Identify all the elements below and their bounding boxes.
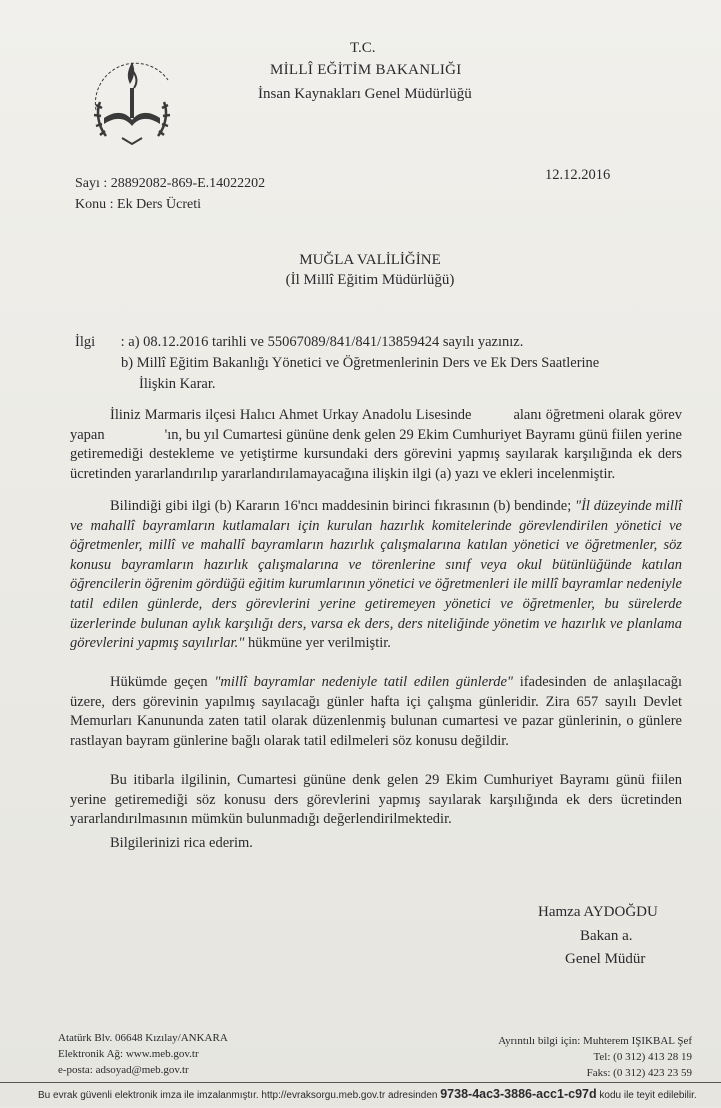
meb-emblem-icon (82, 40, 182, 150)
p1-part-a: İliniz Marmaris ilçesi Halıcı Ahmet Urkay Anadolu Lisesinde (110, 407, 472, 423)
p1-part-b: alanı öğretmeni olarak görev yapan (70, 407, 682, 443)
p3-part-b: ifadesinden de anlaşılacağı üzere, ders görevinin yapılmış sayılacağı günler hafta içi çalışma günleridir. Zira 657 sayılı Devlet Memurları Kanununda zaten tatil olarak düzenlenmiş bulunan cumartesi ve pazar günlerinin, o günlere rastlayan bayram günlerine bağlı olarak tatil edilmeleri söz konusu değildir. (70, 674, 682, 749)
header-ministry: MİLLÎ EĞİTİM BAKANLIĞI (270, 62, 462, 78)
konu-value: : Ek Ders Ücreti (109, 197, 201, 212)
header-department: İnsan Kaynakları Genel Müdürlüğü (258, 86, 472, 102)
signatory-name: Hamza AYDOĞDU (538, 904, 658, 920)
verification-text-a: Bu evrak güvenli elektronik imza ile imzalanmıştır. http://evraksorgu.meb.gov.tr adresinden (38, 1090, 438, 1101)
p3-quote: "millî bayramlar nedeniyle tatil edilen günlerde" (214, 674, 514, 690)
footer-phone: Tel: (0 312) 413 28 19 (593, 1051, 692, 1063)
footer-website: Elektronik Ağ: www.meb.gov.tr (58, 1048, 199, 1060)
verification-line (0, 1082, 721, 1108)
footer-contact-person: Ayrıntılı bilgi için: Muhterem IŞIKBAL Şef (498, 1035, 692, 1047)
verification-code: 9738-4ac3-3886-acc1-c97d (440, 1087, 597, 1101)
konu-label: Konu (75, 197, 107, 212)
document-date: 12.12.2016 (545, 167, 611, 183)
ilgi-label: İlgi (75, 334, 96, 350)
footer-address: Atatürk Blv. 06648 Kızılay/ANKARA (58, 1032, 228, 1044)
p3-part-a: Hükümde geçen (110, 674, 208, 690)
konu-row (75, 197, 201, 213)
footer-left (58, 1030, 228, 1078)
signatory-title-2: Genel Müdür (565, 951, 646, 967)
header-tc: T.C. (350, 40, 376, 56)
sayi-row (75, 176, 265, 192)
p1-part-c: 'ın, bu yıl Cumartesi gününe denk gelen 29 Ekim Cumhuriyet Bayramı günü fiilen yerine getiremediği destekleme ve yetiştirme kursundaki ders görevini yapmış sayılarak karşılığında ek ders ücretinden yararlandırılıp yararlandırılamayacağına ilişkin ilgi (a) yazı ve ekleri incelenmiştir. (70, 426, 682, 482)
body-paragraph-5: Bilgilerinizi rica ederim. (110, 835, 253, 851)
p2-part-a: Bilindiği gibi ilgi (b) Kararın 16'ncı maddesinin birinci fıkrasının (b) bendinde; (110, 498, 572, 514)
sayi-value: : 28892082-869-E.14022202 (103, 176, 266, 191)
sayi-label: Sayı (75, 176, 100, 191)
p2-part-b: hükmüne yer verilmiştir. (247, 635, 391, 652)
footer-right (456, 1033, 692, 1081)
ilgi-a: : a) 08.12.2016 tarihli ve 55067089/841/841/13859424 sayılı yazınız. (120, 334, 524, 350)
body-paragraph-4 (70, 771, 682, 830)
ilgi-b-line2: İlişkin Karar. (139, 376, 216, 392)
footer-fax: Faks: (0 312) 423 23 59 (586, 1067, 692, 1079)
p4-text: Bu itibarla ilgilinin, Cumartesi gününe denk gelen 29 Ekim Cumhuriyet Bayramı günü fiilen yerine getiremediği söz konusu ders görevlerini yapmış sayılarak karşılığında ek ders ücretinden yararlandırılmasının mümkün bulunmadığı değerlendirilmektedir. (70, 772, 682, 828)
body-paragraph-3 (70, 673, 682, 751)
signatory-title-1: Bakan a. (580, 928, 633, 944)
verification-text-b: kodu ile teyit edilebilir. (599, 1090, 697, 1101)
body-paragraph-2 (70, 497, 682, 654)
addressee-subtitle: (İl Millî Eğitim Müdürlüğü) (285, 272, 455, 288)
p2-quote: "İl düzeyinde millî ve mahallî bayramların kutlamaları için kurulan hazırlık komitelerinde görevlendirilen yönetici ve öğretmenler, millî ve mahallî bayramların hazırlık çalışmalarına katılan yönetici ve öğretmenler, söz konusu bayramların hazırlık çalışmalarına ve törenlerine sınıf veya okul bütünlüğünde katılan öğrencilerin öğrenim gördüğü eğitim kurumlarının yönetici ve öğretmenleri ile millî bayramlar nedeniyle tatil edilen günlerde, ders görevlerini yerine getiremeyen yönetici ve öğretmenler, bu sürelerde üzerlerinde bulunan aylık karşılığı ders, varsa ek ders, ders niteliğinde yönetim ve hazırlık ve planlama görevlerini yapmış sayılırlar." (70, 498, 683, 652)
addressee-title: MUĞLA VALİLİĞİNE (299, 252, 441, 268)
ilgi-b-line1: b) Millî Eğitim Bakanlığı Yönetici ve Öğretmenlerinin Ders ve Ek Ders Saatlerine (121, 355, 600, 371)
ilgi-block (75, 332, 675, 395)
footer-email: e-posta: adsoyad@meb.gov.tr (58, 1064, 189, 1076)
body-paragraph-1 (70, 406, 682, 484)
